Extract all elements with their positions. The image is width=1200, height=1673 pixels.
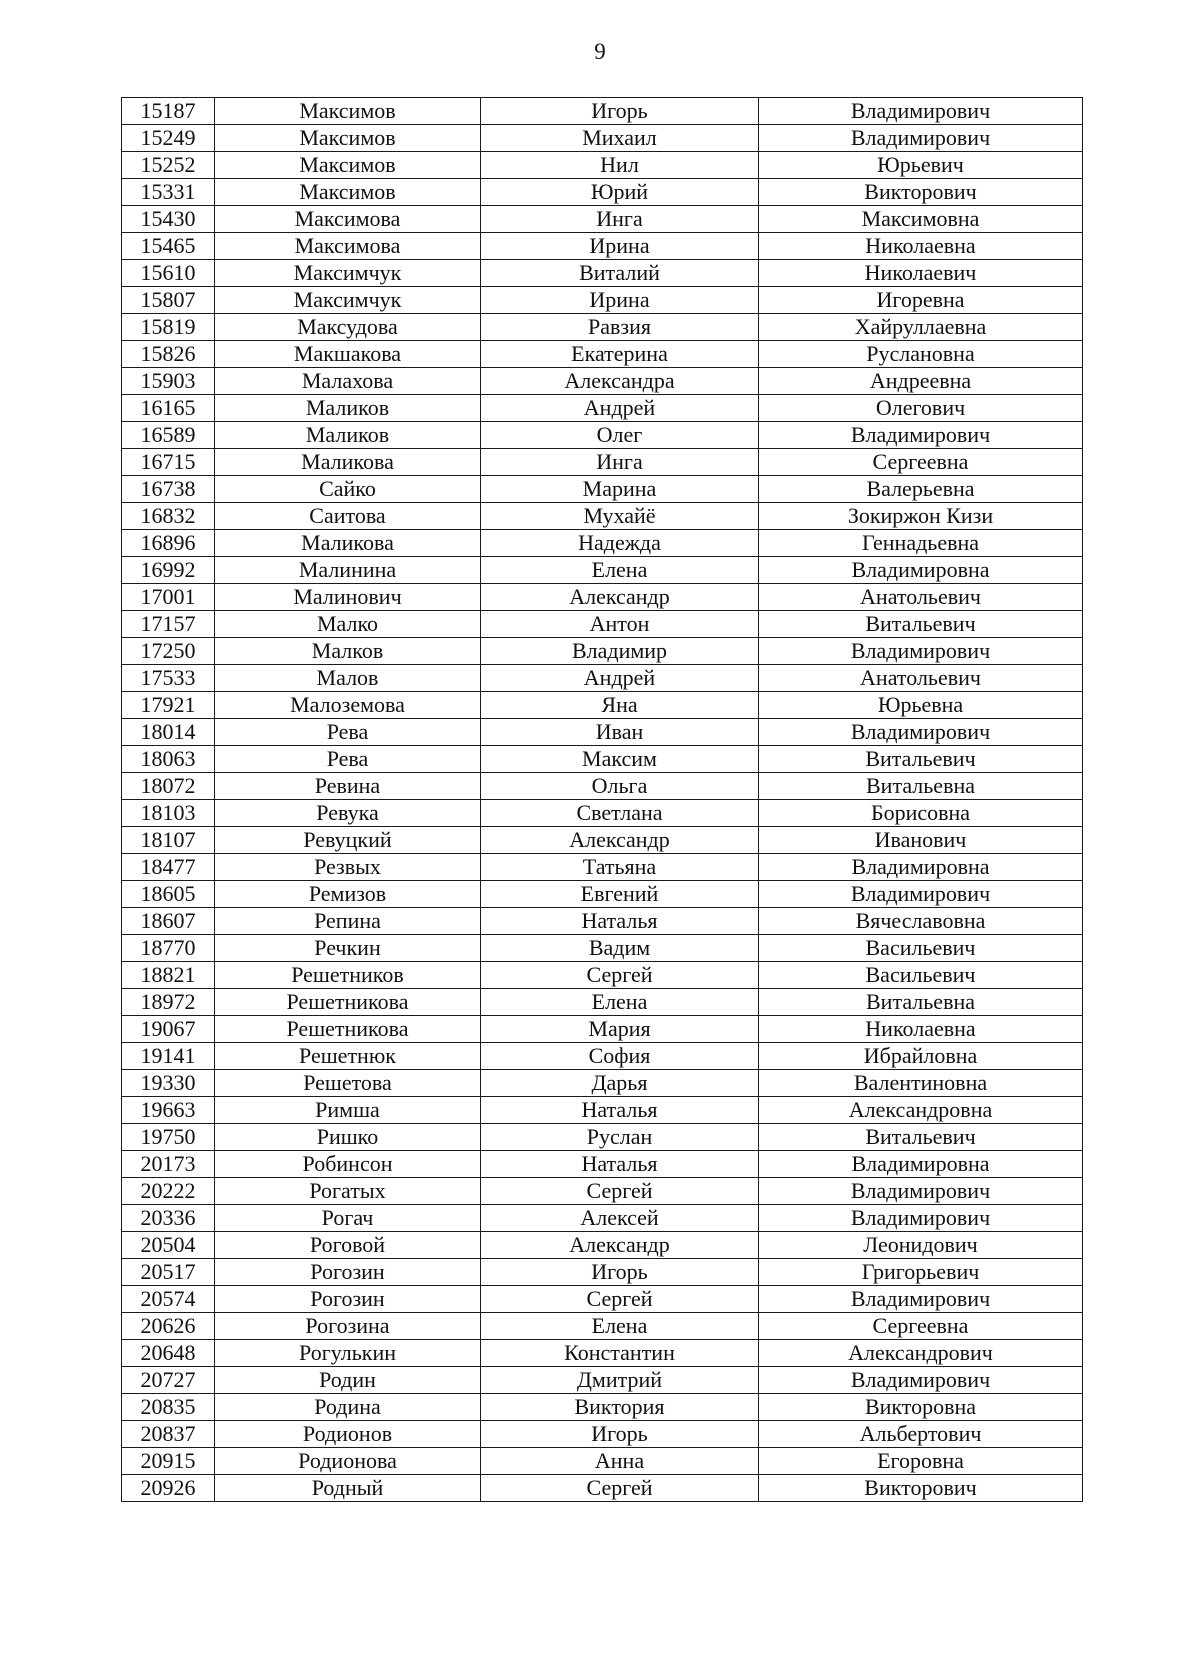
last-name-cell: Ревина [215, 773, 481, 800]
patronymic-cell: Владимирович [759, 1205, 1083, 1232]
patronymic-cell: Анатольевич [759, 584, 1083, 611]
id-cell: 15903 [122, 368, 215, 395]
first-name-cell: Андрей [481, 395, 759, 422]
last-name-cell: Рева [215, 746, 481, 773]
first-name-cell: Екатерина [481, 341, 759, 368]
first-name-cell: Наталья [481, 1151, 759, 1178]
id-cell: 15819 [122, 314, 215, 341]
first-name-cell: Сергей [481, 1178, 759, 1205]
last-name-cell: Решетникова [215, 1016, 481, 1043]
id-cell: 18072 [122, 773, 215, 800]
first-name-cell: Александра [481, 368, 759, 395]
last-name-cell: Максимчук [215, 287, 481, 314]
first-name-cell: Олег [481, 422, 759, 449]
patronymic-cell: Юрьевич [759, 152, 1083, 179]
id-cell: 18607 [122, 908, 215, 935]
patronymic-cell: Владимирович [759, 1178, 1083, 1205]
first-name-cell: Ирина [481, 287, 759, 314]
last-name-cell: Ришко [215, 1124, 481, 1151]
table-row [122, 584, 1083, 611]
first-name-cell: Константин [481, 1340, 759, 1367]
table-row [122, 1097, 1083, 1124]
table-row [122, 314, 1083, 341]
patronymic-cell: Витальевна [759, 989, 1083, 1016]
first-name-cell: Надежда [481, 530, 759, 557]
table-row [122, 773, 1083, 800]
first-name-cell: Игорь [481, 98, 759, 125]
page-number: 9 [594, 39, 606, 64]
id-cell: 18107 [122, 827, 215, 854]
first-name-cell: Алексей [481, 1205, 759, 1232]
last-name-cell: Максимова [215, 206, 481, 233]
table-row [122, 179, 1083, 206]
id-cell: 18972 [122, 989, 215, 1016]
first-name-cell: Елена [481, 1313, 759, 1340]
id-cell: 16165 [122, 395, 215, 422]
id-cell: 15807 [122, 287, 215, 314]
first-name-cell: Инга [481, 449, 759, 476]
first-name-cell: Наталья [481, 908, 759, 935]
table-row [122, 1313, 1083, 1340]
patronymic-cell: Владимирович [759, 1286, 1083, 1313]
last-name-cell: Максимов [215, 98, 481, 125]
patronymic-cell: Васильевич [759, 962, 1083, 989]
table-row [122, 449, 1083, 476]
patronymic-cell: Альбертович [759, 1421, 1083, 1448]
patronymic-cell: Борисовна [759, 800, 1083, 827]
last-name-cell: Рогозин [215, 1286, 481, 1313]
last-name-cell: Родный [215, 1475, 481, 1502]
patronymic-cell: Владимирович [759, 125, 1083, 152]
id-cell: 17157 [122, 611, 215, 638]
first-name-cell: Сергей [481, 1475, 759, 1502]
roster-table [121, 97, 1083, 1502]
first-name-cell: Дарья [481, 1070, 759, 1097]
id-cell: 15826 [122, 341, 215, 368]
first-name-cell: Елена [481, 989, 759, 1016]
patronymic-cell: Владимировна [759, 1151, 1083, 1178]
table-row [122, 152, 1083, 179]
id-cell: 20837 [122, 1421, 215, 1448]
id-cell: 20173 [122, 1151, 215, 1178]
last-name-cell: Родина [215, 1394, 481, 1421]
first-name-cell: Юрий [481, 179, 759, 206]
table-row [122, 341, 1083, 368]
last-name-cell: Малахова [215, 368, 481, 395]
first-name-cell: Игорь [481, 1421, 759, 1448]
table-row [122, 1205, 1083, 1232]
patronymic-cell: Николаевич [759, 260, 1083, 287]
table-row [122, 854, 1083, 881]
patronymic-cell: Владимирович [759, 638, 1083, 665]
first-name-cell: Инга [481, 206, 759, 233]
last-name-cell: Решетников [215, 962, 481, 989]
table-row [122, 530, 1083, 557]
patronymic-cell: Игоревна [759, 287, 1083, 314]
patronymic-cell: Леонидович [759, 1232, 1083, 1259]
last-name-cell: Максудова [215, 314, 481, 341]
first-name-cell: Вадим [481, 935, 759, 962]
id-cell: 18770 [122, 935, 215, 962]
table-row [122, 503, 1083, 530]
patronymic-cell: Валентиновна [759, 1070, 1083, 1097]
first-name-cell: Татьяна [481, 854, 759, 881]
patronymic-cell: Анатольевич [759, 665, 1083, 692]
first-name-cell: Александр [481, 1232, 759, 1259]
table-row [122, 989, 1083, 1016]
last-name-cell: Малинина [215, 557, 481, 584]
table-row [122, 395, 1083, 422]
table-row [122, 935, 1083, 962]
last-name-cell: Максимова [215, 233, 481, 260]
patronymic-cell: Николаевна [759, 233, 1083, 260]
id-cell: 16715 [122, 449, 215, 476]
patronymic-cell: Максимовна [759, 206, 1083, 233]
table-row [122, 1151, 1083, 1178]
first-name-cell: Ирина [481, 233, 759, 260]
last-name-cell: Малко [215, 611, 481, 638]
last-name-cell: Маликова [215, 449, 481, 476]
last-name-cell: Сайко [215, 476, 481, 503]
patronymic-cell: Васильевич [759, 935, 1083, 962]
patronymic-cell: Владимирович [759, 881, 1083, 908]
last-name-cell: Родионова [215, 1448, 481, 1475]
first-name-cell: Елена [481, 557, 759, 584]
last-name-cell: Рогатых [215, 1178, 481, 1205]
last-name-cell: Максимчук [215, 260, 481, 287]
id-cell: 19067 [122, 1016, 215, 1043]
id-cell: 16992 [122, 557, 215, 584]
last-name-cell: Решетникова [215, 989, 481, 1016]
last-name-cell: Решетова [215, 1070, 481, 1097]
id-cell: 19750 [122, 1124, 215, 1151]
table-row [122, 557, 1083, 584]
patronymic-cell: Олегович [759, 395, 1083, 422]
id-cell: 16589 [122, 422, 215, 449]
patronymic-cell: Сергеевна [759, 449, 1083, 476]
id-cell: 20915 [122, 1448, 215, 1475]
table-row [122, 476, 1083, 503]
patronymic-cell: Витальевич [759, 611, 1083, 638]
table-row [122, 287, 1083, 314]
roster-body [122, 98, 1083, 1502]
last-name-cell: Робинсон [215, 1151, 481, 1178]
table-row [122, 1367, 1083, 1394]
patronymic-cell: Егоровна [759, 1448, 1083, 1475]
table-row [122, 1394, 1083, 1421]
patronymic-cell: Геннадьевна [759, 530, 1083, 557]
patronymic-cell: Хайруллаевна [759, 314, 1083, 341]
table-row [122, 1448, 1083, 1475]
first-name-cell: Мария [481, 1016, 759, 1043]
table-row [122, 962, 1083, 989]
id-cell: 16832 [122, 503, 215, 530]
patronymic-cell: Александровна [759, 1097, 1083, 1124]
id-cell: 16896 [122, 530, 215, 557]
first-name-cell: Дмитрий [481, 1367, 759, 1394]
table-row [122, 719, 1083, 746]
patronymic-cell: Витальевич [759, 1124, 1083, 1151]
last-name-cell: Максимов [215, 125, 481, 152]
patronymic-cell: Григорьевич [759, 1259, 1083, 1286]
table-row [122, 638, 1083, 665]
id-cell: 19663 [122, 1097, 215, 1124]
first-name-cell: Виталий [481, 260, 759, 287]
table-row [122, 1421, 1083, 1448]
last-name-cell: Рогулькин [215, 1340, 481, 1367]
last-name-cell: Маликов [215, 422, 481, 449]
table-row [122, 827, 1083, 854]
patronymic-cell: Владимирович [759, 719, 1083, 746]
last-name-cell: Рогач [215, 1205, 481, 1232]
id-cell: 18063 [122, 746, 215, 773]
table-row [122, 1178, 1083, 1205]
id-cell: 20727 [122, 1367, 215, 1394]
patronymic-cell: Викторович [759, 1475, 1083, 1502]
table-row [122, 422, 1083, 449]
first-name-cell: Игорь [481, 1259, 759, 1286]
last-name-cell: Речкин [215, 935, 481, 962]
patronymic-cell: Андреевна [759, 368, 1083, 395]
last-name-cell: Максимов [215, 179, 481, 206]
id-cell: 15249 [122, 125, 215, 152]
table-row [122, 665, 1083, 692]
table-row [122, 800, 1083, 827]
last-name-cell: Рогозин [215, 1259, 481, 1286]
first-name-cell: Мухайё [481, 503, 759, 530]
first-name-cell: Евгений [481, 881, 759, 908]
patronymic-cell: Витальевна [759, 773, 1083, 800]
patronymic-cell: Владимирович [759, 1367, 1083, 1394]
patronymic-cell: Зокиржон Кизи [759, 503, 1083, 530]
id-cell: 18103 [122, 800, 215, 827]
id-cell: 18821 [122, 962, 215, 989]
patronymic-cell: Иванович [759, 827, 1083, 854]
first-name-cell: Руслан [481, 1124, 759, 1151]
table-row [122, 746, 1083, 773]
last-name-cell: Максимов [215, 152, 481, 179]
last-name-cell: Маликов [215, 395, 481, 422]
table-row [122, 1286, 1083, 1313]
table-row [122, 1043, 1083, 1070]
last-name-cell: Макшакова [215, 341, 481, 368]
id-cell: 15331 [122, 179, 215, 206]
table-row [122, 881, 1083, 908]
id-cell: 15610 [122, 260, 215, 287]
first-name-cell: Ольга [481, 773, 759, 800]
last-name-cell: Ремизов [215, 881, 481, 908]
last-name-cell: Римша [215, 1097, 481, 1124]
id-cell: 20517 [122, 1259, 215, 1286]
first-name-cell: Андрей [481, 665, 759, 692]
first-name-cell: Светлана [481, 800, 759, 827]
table-row [122, 1124, 1083, 1151]
last-name-cell: Родин [215, 1367, 481, 1394]
table-row [122, 206, 1083, 233]
first-name-cell: Нил [481, 152, 759, 179]
id-cell: 20222 [122, 1178, 215, 1205]
last-name-cell: Малов [215, 665, 481, 692]
first-name-cell: Яна [481, 692, 759, 719]
patronymic-cell: Викторович [759, 179, 1083, 206]
table-row [122, 692, 1083, 719]
id-cell: 19141 [122, 1043, 215, 1070]
first-name-cell: Равзия [481, 314, 759, 341]
first-name-cell: Сергей [481, 962, 759, 989]
table-row [122, 1232, 1083, 1259]
id-cell: 17921 [122, 692, 215, 719]
last-name-cell: Рева [215, 719, 481, 746]
last-name-cell: Резвых [215, 854, 481, 881]
last-name-cell: Репина [215, 908, 481, 935]
last-name-cell: Роговой [215, 1232, 481, 1259]
patronymic-cell: Валерьевна [759, 476, 1083, 503]
table-row [122, 233, 1083, 260]
id-cell: 17533 [122, 665, 215, 692]
first-name-cell: Виктория [481, 1394, 759, 1421]
last-name-cell: Решетнюк [215, 1043, 481, 1070]
first-name-cell: Иван [481, 719, 759, 746]
table-row [122, 125, 1083, 152]
first-name-cell: Александр [481, 584, 759, 611]
patronymic-cell: Руслановна [759, 341, 1083, 368]
patronymic-cell: Владимирович [759, 422, 1083, 449]
table-row [122, 1340, 1083, 1367]
first-name-cell: Максим [481, 746, 759, 773]
id-cell: 17250 [122, 638, 215, 665]
table-row [122, 98, 1083, 125]
id-cell: 19330 [122, 1070, 215, 1097]
id-cell: 20504 [122, 1232, 215, 1259]
id-cell: 20626 [122, 1313, 215, 1340]
table-row [122, 260, 1083, 287]
patronymic-cell: Владимирович [759, 98, 1083, 125]
id-cell: 20926 [122, 1475, 215, 1502]
id-cell: 18014 [122, 719, 215, 746]
first-name-cell: Антон [481, 611, 759, 638]
table-row [122, 1016, 1083, 1043]
id-cell: 20835 [122, 1394, 215, 1421]
first-name-cell: София [481, 1043, 759, 1070]
id-cell: 15252 [122, 152, 215, 179]
patronymic-cell: Витальевич [759, 746, 1083, 773]
first-name-cell: Александр [481, 827, 759, 854]
last-name-cell: Рогозина [215, 1313, 481, 1340]
table-row [122, 1259, 1083, 1286]
patronymic-cell: Сергеевна [759, 1313, 1083, 1340]
first-name-cell: Наталья [481, 1097, 759, 1124]
first-name-cell: Владимир [481, 638, 759, 665]
id-cell: 18477 [122, 854, 215, 881]
last-name-cell: Саитова [215, 503, 481, 530]
patronymic-cell: Ибрайловна [759, 1043, 1083, 1070]
last-name-cell: Маликова [215, 530, 481, 557]
id-cell: 18605 [122, 881, 215, 908]
patronymic-cell: Владимировна [759, 557, 1083, 584]
last-name-cell: Малинович [215, 584, 481, 611]
last-name-cell: Ревуцкий [215, 827, 481, 854]
first-name-cell: Анна [481, 1448, 759, 1475]
first-name-cell: Сергей [481, 1286, 759, 1313]
patronymic-cell: Александрович [759, 1340, 1083, 1367]
id-cell: 20648 [122, 1340, 215, 1367]
last-name-cell: Ревука [215, 800, 481, 827]
id-cell: 15430 [122, 206, 215, 233]
id-cell: 15187 [122, 98, 215, 125]
table-row [122, 368, 1083, 395]
patronymic-cell: Юрьевна [759, 692, 1083, 719]
id-cell: 17001 [122, 584, 215, 611]
patronymic-cell: Владимировна [759, 854, 1083, 881]
table-row [122, 908, 1083, 935]
last-name-cell: Родионов [215, 1421, 481, 1448]
table-row [122, 1070, 1083, 1097]
patronymic-cell: Вячеславовна [759, 908, 1083, 935]
first-name-cell: Михаил [481, 125, 759, 152]
table-row [122, 1475, 1083, 1502]
first-name-cell: Марина [481, 476, 759, 503]
last-name-cell: Малков [215, 638, 481, 665]
last-name-cell: Малоземова [215, 692, 481, 719]
id-cell: 16738 [122, 476, 215, 503]
id-cell: 20574 [122, 1286, 215, 1313]
patronymic-cell: Викторовна [759, 1394, 1083, 1421]
id-cell: 20336 [122, 1205, 215, 1232]
id-cell: 15465 [122, 233, 215, 260]
table-row [122, 611, 1083, 638]
patronymic-cell: Николаевна [759, 1016, 1083, 1043]
